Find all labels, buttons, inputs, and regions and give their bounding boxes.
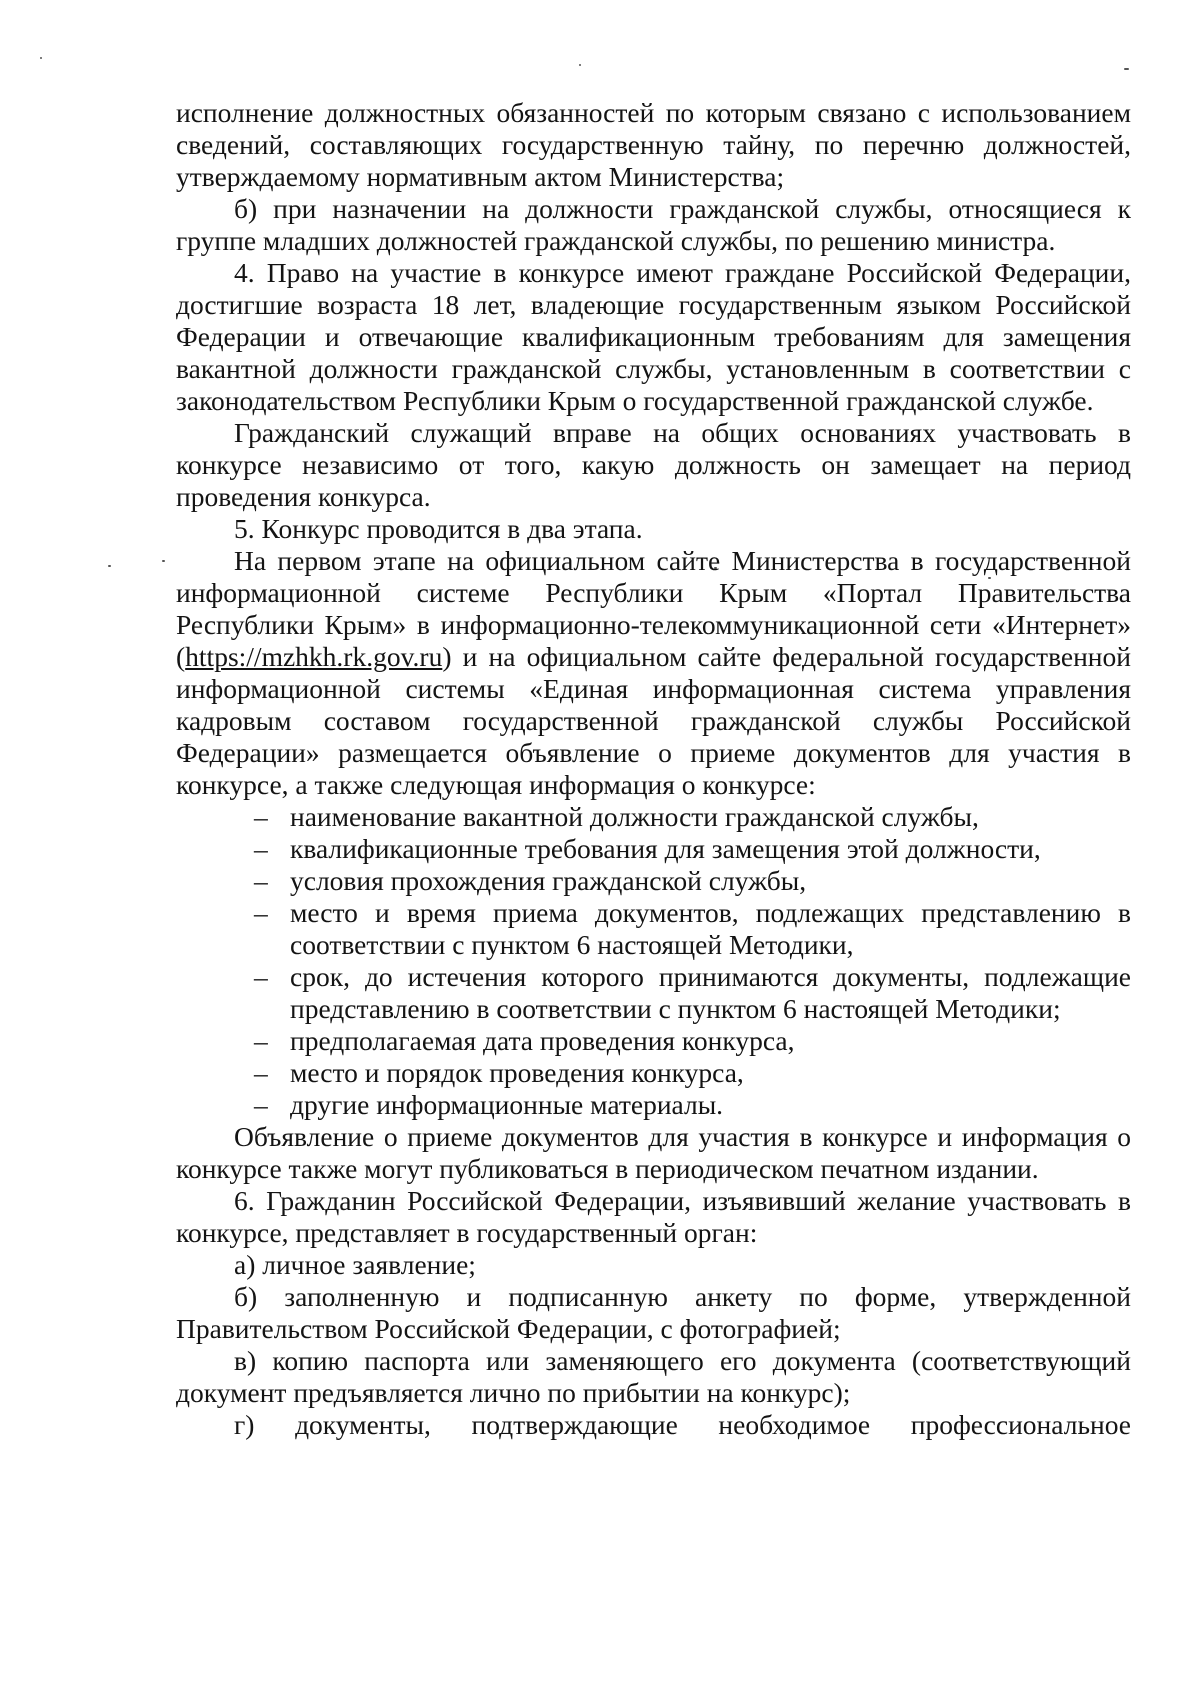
dash-marker: – [254,865,268,896]
scan-speck [1124,68,1129,70]
list-item [254,1025,1131,1057]
list-item [254,1057,1131,1089]
first-stage-text-before-url: На первом этапе на официальном сайте Министерства в государственной информационной системе Республики Крым «Портал Правительства Республики Крым» в информационно-телекоммуникационной сети «Интернет» ( [176,545,1131,672]
scan-speck [162,560,165,562]
paragraph-b: б) при назначении на должности гражданской службы, относящиеся к группе младших должностей гражданской службы, по решению министра. [176,193,1131,256]
dash-marker: – [254,1057,268,1088]
list-item-text: условия прохождения гражданской службы, [290,865,807,896]
list-item-text: предполагаемая дата проведения конкурса, [290,1025,795,1056]
paragraph-announcement: Объявление о приеме документов для участия в конкурсе и информация о конкурсе также могут публиковаться в периодическом печатном издании. [176,1121,1131,1184]
dash-marker: – [254,1025,268,1056]
first-stage-text-after-url: ) и на официальном сайте федеральной государственной информационной системы «Единая информационная система управления кадровым составом государственной гражданской службы Российской Федерации» размещается объявление о приеме документов для участия в конкурсе, а также следующая информация о конкурсе: [176,641,1131,800]
paragraph-6: 6. Гражданин Российской Федерации, изъявивший желание участвовать в конкурсе, представляет в государственный орган: [176,1185,1131,1248]
list-item [254,961,1131,1025]
paragraph-6v: в) копию паспорта или заменяющего его документа (соответствующий документ предъявляется лично по прибытии на конкурс); [176,1345,1131,1408]
list-item [254,897,1131,961]
list-item-text: место и время приема документов, подлежащих представлению в соответствии с пунктом 6 настоящей Методики, [290,897,1131,960]
document-body [176,97,1131,1441]
ministry-website-link[interactable]: https://mzhkh.rk.gov.ru [185,641,443,672]
list-item-text: квалификационные требования для замещения этой должности, [290,833,1041,864]
dash-marker: – [254,801,268,832]
dash-marker: – [254,897,268,928]
list-item [254,801,1131,833]
list-item-text: наименование вакантной должности гражданской службы, [290,801,979,832]
list-item [254,865,1131,897]
paragraph-6b: б) заполненную и подписанную анкету по форме, утвержденной Правительством Российской Федерации, с фотографией; [176,1281,1131,1344]
paragraph-5: 5. Конкурс проводится в два этапа. [234,513,643,544]
list-item [254,1089,1131,1121]
paragraph-civil-servant: Гражданский служащий вправе на общих основаниях участвовать в конкурсе независимо от того, какую должность он замещает на период проведения конкурса. [176,417,1131,512]
paragraph-4: 4. Право на участие в конкурсе имеют граждане Российской Федерации, достигшие возраста 18 лет, владеющие государственным языком Российской Федерации и отвечающие квалификационным требованиям для замещения вакантной должности гражданской службы, установленным в соответствии с законодательством Республики Крым о государственной гражданской службе. [176,257,1131,416]
scan-speck [108,565,111,567]
list-item [254,833,1131,865]
dash-marker: – [254,961,268,992]
dash-marker: – [254,833,268,864]
paragraph-6g: г) документы, подтверждающие необходимое профессиональное [234,1409,1131,1440]
paragraph-continuation: исполнение должностных обязанностей по которым связано с использованием сведений, составляющих государственную тайну, по перечню должностей, утверждаемому нормативным актом Министерства; [176,97,1131,192]
list-item-text: другие информационные материалы. [290,1089,724,1120]
scan-speck [40,57,42,59]
contest-info-list [176,801,1131,1121]
paragraph-6a: а) личное заявление; [234,1249,476,1280]
list-item-text: место и порядок проведения конкурса, [290,1057,744,1088]
dash-marker: – [254,1089,268,1120]
scan-speck [579,64,581,66]
list-item-text: срок, до истечения которого принимаются документы, подлежащие представлению в соответствии с пунктом 6 настоящей Методики; [290,961,1131,1024]
paragraph-first-stage [176,545,1131,801]
